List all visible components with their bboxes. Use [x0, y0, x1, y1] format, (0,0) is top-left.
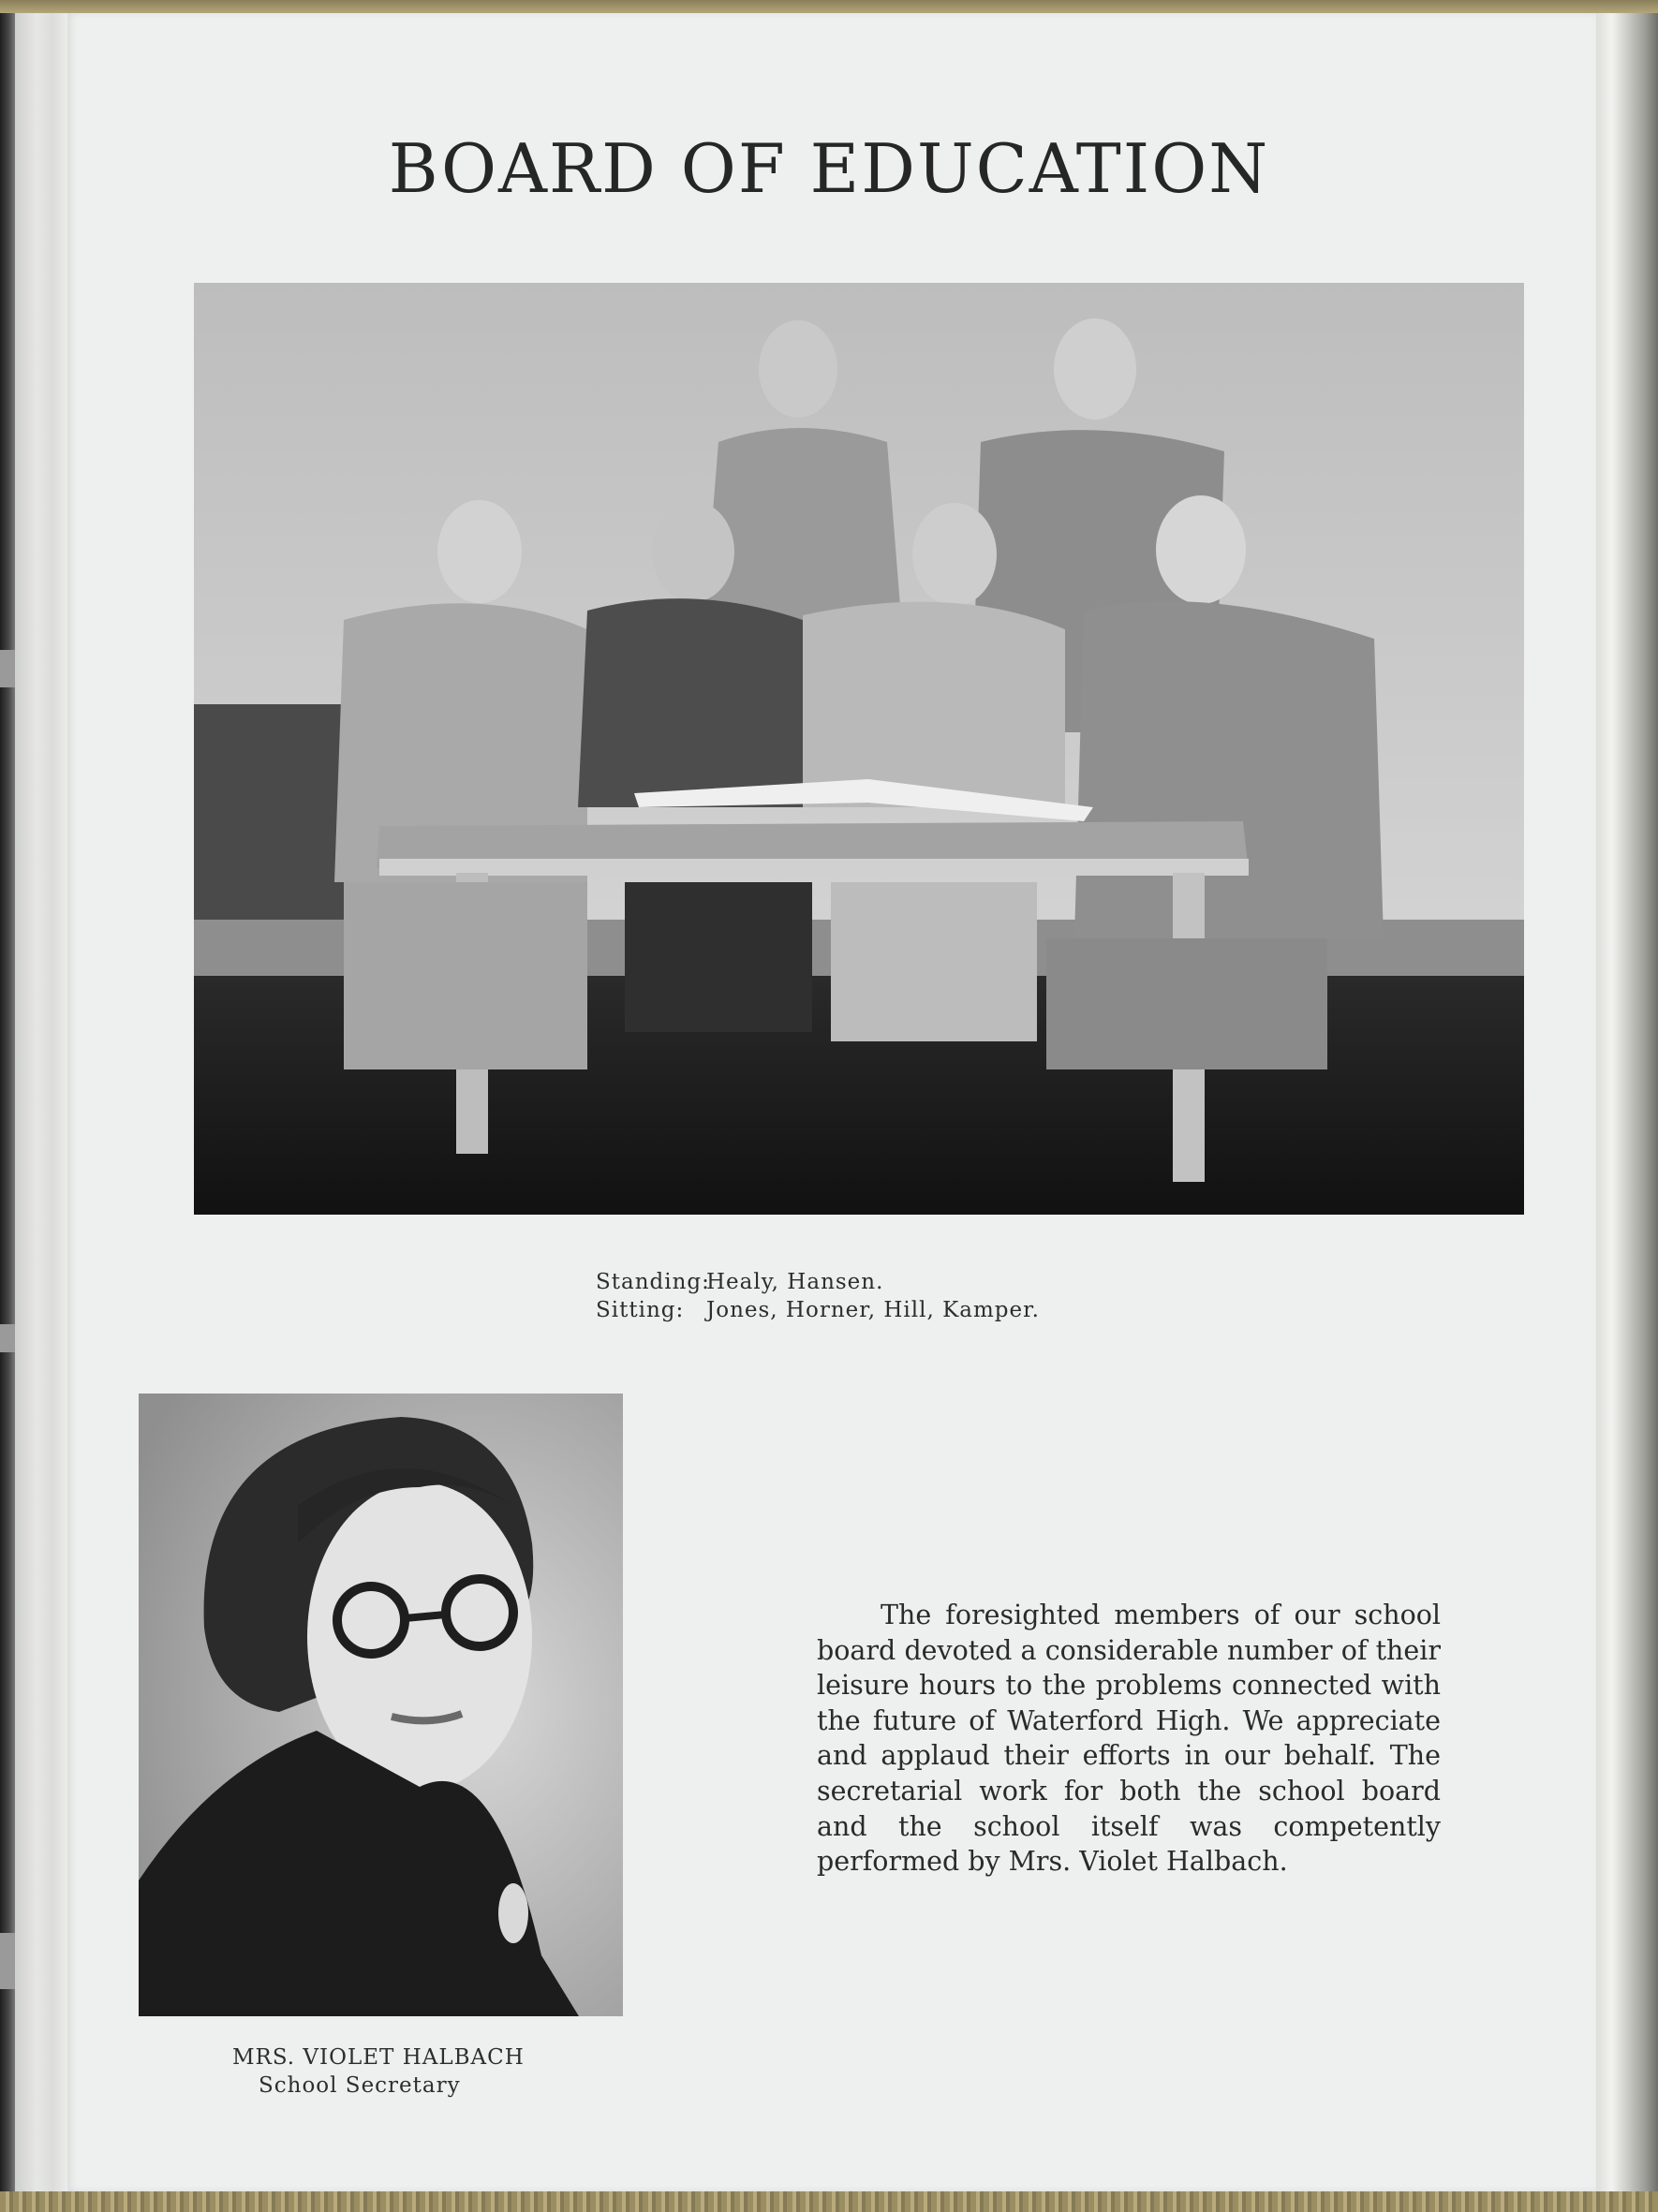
book-top-edge [0, 0, 1658, 13]
board-group-photo-image [194, 283, 1524, 1215]
book-bottom-edge [0, 2191, 1658, 2212]
secretary-role: School Secretary [259, 2073, 461, 2098]
secretary-portrait-photo [139, 1394, 623, 2016]
caption-standing-names: Healy, Hansen. [706, 1270, 884, 1294]
group-photo-caption [596, 1268, 1040, 1324]
caption-sitting-line [596, 1296, 1040, 1324]
page-title: BOARD OF EDUCATION [388, 129, 1270, 208]
page-stack-edge [15, 13, 69, 2191]
caption-sitting-names: Jones, Horner, Hill, Kamper. [706, 1298, 1040, 1322]
portrait-caption [141, 2043, 646, 2100]
book-right-edge [1592, 13, 1658, 2191]
caption-standing-line [596, 1268, 1040, 1296]
body-paragraph: The foresighted members of our school board devoted a considerable number of their leisure hours to the problems connected with the future of Waterford High. We appreciate and applaud their efforts in our behalf. The secretarial work for both the school board and the school itself was competently performed by Mrs. Violet Halbach. [817, 1600, 1441, 1878]
book-left-edge [0, 13, 15, 2191]
secretary-name: MRS. VIOLET HALBACH [232, 2045, 525, 2070]
caption-sitting-label: Sitting: [596, 1298, 685, 1322]
caption-standing-label: Standing: [596, 1270, 710, 1294]
secretary-portrait-image [139, 1394, 623, 2016]
board-group-photo [194, 283, 1524, 1215]
